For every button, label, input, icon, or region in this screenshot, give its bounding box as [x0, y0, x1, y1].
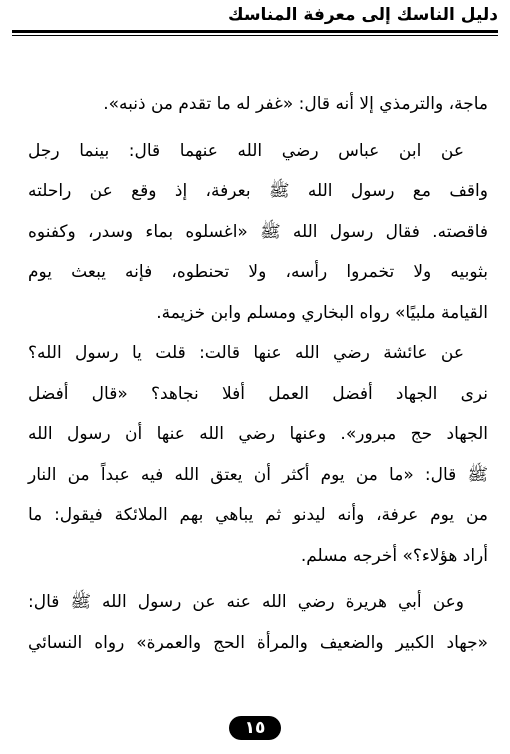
text-line: أراد هؤلاء؟» أخرجه مسلم.	[300, 545, 488, 566]
text-line: الجهاد حج مبرور». وعنها رضي الله عنها أن رسول الله	[28, 424, 488, 444]
page-header	[12, 4, 498, 30]
page-body	[28, 84, 488, 663]
text-line: القيامة ملبيًا» رواه البخاري ومسلم وابن خزيمة.	[156, 302, 488, 323]
text-line: واقف مع رسول الله ﷺ بعرفة، إذ وقع عن راحلته	[28, 181, 488, 201]
text-line: وعن أبي هريرة رضي الله عنه عن رسول الله ﷺ قال:	[28, 592, 464, 612]
text-line: بثوبيه ولا تخمروا رأسه، ولا تحنطوه، فإنه يبعث يوم	[28, 262, 488, 282]
text-line: نرى الجهاد أفضل العمل أفلا نجاهد؟ «قال أفضل	[28, 383, 488, 404]
header-rule	[12, 30, 498, 36]
text-line: ماجة، والترمذي إلا أنه قال: «غفر له ما تقدم من ذنبه».	[103, 94, 488, 114]
page-number: ١٥	[229, 716, 282, 740]
text-line: عن ابن عباس رضي الله عنهما قال: بينما رجل	[28, 140, 464, 161]
text-line: «جهاد الكبير والضعيف والمرأة الحج والعمرة» رواه النسائي	[28, 632, 488, 653]
text-line: فاقصته. فقال رسول الله ﷺ «اغسلوه بماء وسدر، وكفنوه	[28, 221, 488, 242]
text-line: من يوم عرفة، وأنه ليدنو ثم يباهي بهم الملائكة فيقول: ما	[28, 505, 488, 525]
text-line: ﷺ قال: «ما من يوم أكثر أن يعتق الله فيه عبداً من النار	[28, 464, 488, 485]
book-title: دليل الناسك إلى معرفة المناسك	[228, 5, 498, 25]
text-line: عن عائشة رضي الله عنها قالت: قلت يا رسول الله؟	[28, 343, 464, 363]
page-footer	[0, 716, 510, 740]
